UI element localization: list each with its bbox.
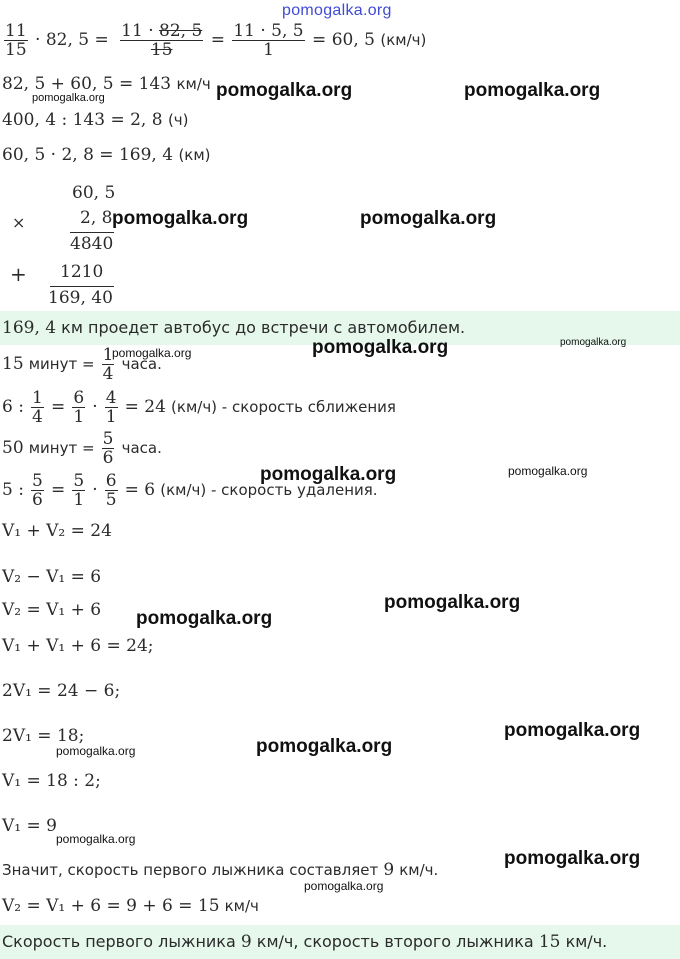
- watermark-small: pomogalka.org: [508, 464, 588, 478]
- watermark: pomogalka.org: [384, 592, 521, 613]
- minutes-line-15: 15 минут = $\frac{1}{4}$ часа.: [2, 345, 162, 384]
- equation-7: V₁ = 18 : 2;: [2, 771, 101, 791]
- watermark: pomogalka.org: [464, 80, 601, 101]
- column-bar-1: [70, 232, 114, 233]
- calc-line-1: $\frac{11}{15}$ · 82, 5 = $\frac{11 \cdot 82, 5}{15}$ = $\frac{11 \cdot 5, 5}{1}$ = 60, 5 (км/ч): [5, 21, 427, 60]
- calc-line-4: 60, 5 · 2, 8 = 169, 4 (км): [2, 145, 211, 165]
- answer-line-1: 169, 4 км проедет автобус до встречи с автомобилем.: [2, 318, 466, 338]
- equation-9: V₂ = V₁ + 6 = 9 + 6 = 15 км/ч: [2, 896, 259, 916]
- conclusion-line: Значит, скорость первого лыжника составляет 9 км/ч.: [2, 860, 439, 880]
- column-row-5: 169, 40: [48, 288, 113, 308]
- watermark-small: pomogalka.org: [112, 346, 192, 360]
- equation-8: V₁ = 9: [2, 816, 57, 836]
- equation-5: 2V₁ = 24 − 6;: [2, 681, 121, 701]
- column-row-3: 4840: [70, 234, 114, 254]
- equation-2: V₂ − V₁ = 6: [2, 567, 102, 587]
- watermark: pomogalka.org: [312, 337, 449, 358]
- watermark-small: pomogalka.org: [56, 832, 136, 846]
- watermark: pomogalka.org: [360, 208, 497, 229]
- approach-speed-line: 6 : $\frac{1}{4}$ = $\frac{6}{1}$ · $\frac{4}{1}$ = 24 (км/ч) - скорость сближения: [2, 388, 396, 427]
- watermark: pomogalka.org: [112, 208, 249, 229]
- column-bar-2: [50, 286, 114, 287]
- calc-line-3: 400, 4 : 143 = 2, 8 (ч): [2, 110, 189, 130]
- watermark: pomogalka.org: [216, 80, 353, 101]
- times-sign: ×: [12, 213, 26, 232]
- equation-1: V₁ + V₂ = 24: [2, 521, 112, 541]
- equation-4: V₁ + V₁ + 6 = 24;: [2, 636, 154, 656]
- watermark-small: pomogalka.org: [32, 92, 105, 104]
- column-row-1: 60, 5: [72, 183, 116, 203]
- watermark: pomogalka.org: [136, 608, 273, 629]
- column-row-4: 1210: [60, 262, 104, 282]
- removal-speed-line: 5 : $\frac{5}{6}$ = $\frac{5}{1}$ · $\frac{6}{5}$ = 6 (км/ч) - скорость удаления.: [2, 471, 378, 510]
- equation-3: V₂ = V₁ + 6: [2, 600, 102, 620]
- equation-6: 2V₁ = 18;: [2, 726, 85, 746]
- watermark: pomogalka.org: [504, 720, 641, 741]
- fraction-11-15: $\frac{11}{15}$: [5, 21, 27, 60]
- watermark: pomogalka.org: [256, 736, 393, 757]
- watermark-top: pomogalka.org: [282, 2, 392, 19]
- fraction-cancel-2: $\frac{11 \cdot 5, 5}{1}$: [233, 21, 304, 60]
- watermark-small: pomogalka.org: [304, 879, 384, 893]
- calc-line-2: 82, 5 + 60, 5 = 143 км/ч: [2, 74, 211, 94]
- plus-sign: +: [10, 262, 27, 286]
- fraction-cancel-1: $\frac{11 \cdot 82, 5}{15}$: [121, 21, 203, 60]
- watermark: pomogalka.org: [504, 848, 641, 869]
- watermark-small: pomogalka.org: [560, 337, 627, 348]
- minutes-line-50: 50 минут = $\frac{5}{6}$ часа.: [2, 429, 162, 468]
- watermark: pomogalka.org: [260, 464, 397, 485]
- column-row-2: 2, 8: [80, 208, 113, 228]
- watermark-small: pomogalka.org: [56, 744, 136, 758]
- fraction-1-4: $\frac{1}{4}$: [102, 345, 114, 384]
- fraction-5-6: $\frac{5}{6}$: [102, 429, 114, 468]
- answer-line-2: Скорость первого лыжника 9 км/ч, скорость второго лыжника 15 км/ч.: [2, 932, 608, 952]
